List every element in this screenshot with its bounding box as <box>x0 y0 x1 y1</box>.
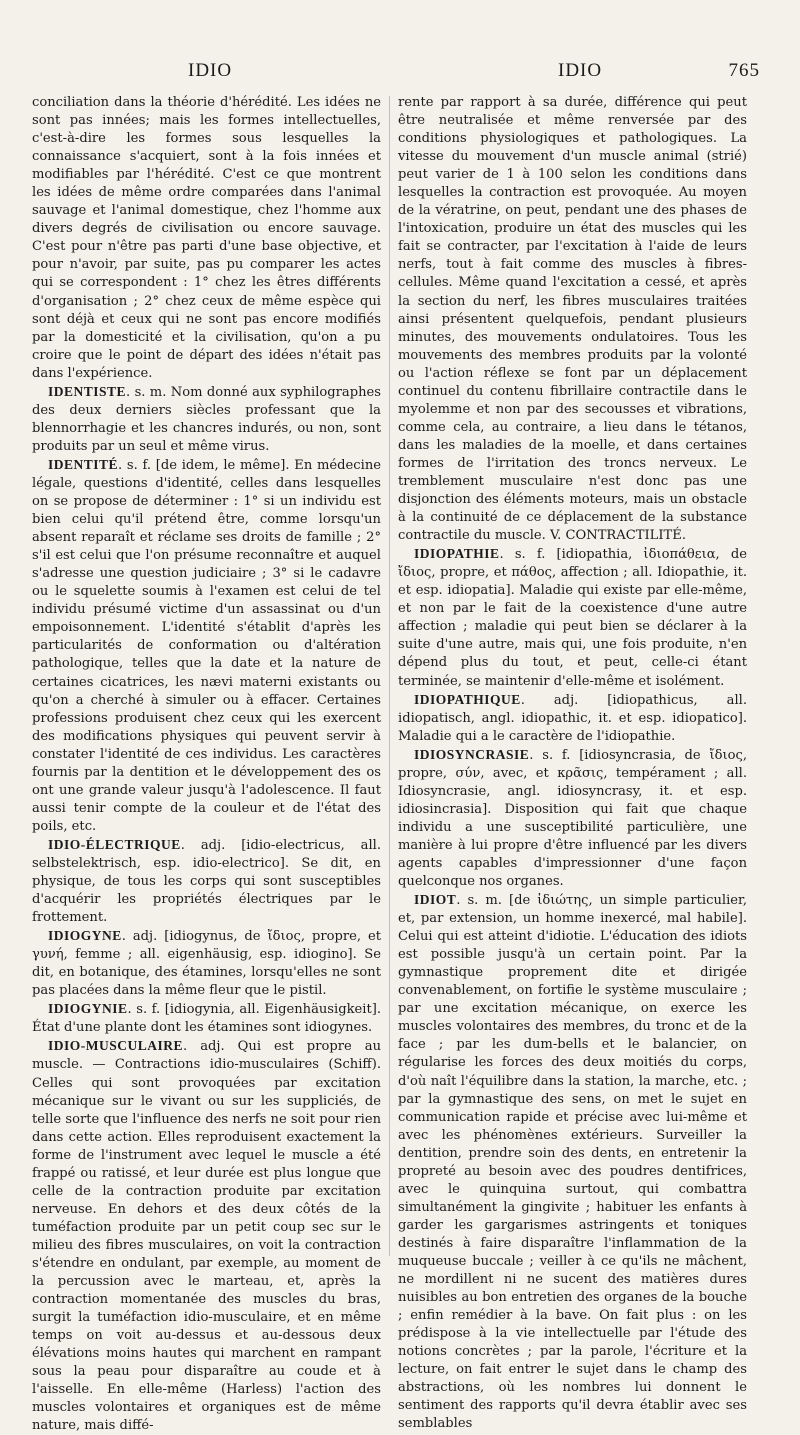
headword: IDIOSYNCRASIE <box>414 746 530 762</box>
entry-identiste: IDENTISTE. s. m. Nom donné aux syphilographes des deux derniers siècles professant que la blennorrhagie et les chancres indurés, ou non, sont produits par un seul et même virus. <box>32 383 381 454</box>
header-left-word: IDIO <box>188 60 233 81</box>
entry-idiopathie: IDIOPATHIE. s. f. [idiopathia, ἰδιοπάθεια, de ἴδιος, propre, et πάθος, affection ; all. Idiopathie, it. et esp. idiopatia]. Maladie qui existe par elle-même, et non par le fait de la coexistence d'une autre affection ; maladie qui peut bien se déclarer à la suite d'une autre, mais qui, une fois produite, n'en dépend plus du tout, et peut, celle-ci étant terminée, se maintenir d'elle-même et isolément. <box>398 546 747 689</box>
entry-idiogyne: IDIOGYNE. adj. [idiogynus, de ἴδιος, propre, et γυνή, femme ; all. eigenhäusig, esp. idiogino]. Se dit, en botanique, des étamines, lorsqu'elles ne sont pas placées dans la même fleur que le pistil. <box>32 928 381 999</box>
page-number: 765 <box>728 60 760 81</box>
headword: IDIOGYNIE <box>48 1001 128 1017</box>
headword: IDIOT <box>414 892 457 908</box>
entry-idiogynie: IDIOGYNIE. s. f. [idiogynia, all. Eigenhäusigkeit]. État d'une plante dont les étamines sont idiogynes. <box>32 1001 381 1036</box>
entry-idio-musculaire: IDIO-MUSCULAIRE. adj. Qui est propre au muscle. — Contractions idio-musculaires (Schiff). Celles qui sont provoquées par excitation mécanique sur le vivant ou sur les suppliciés, de telle sorte que l'influence des nerfs ne soit pour rien dans cette action. Elles reproduisent exactement la forme de l'instrument avec lequel le muscle a été frappé ou ratissé, et leur durée est plus longue que celle de la contraction produite par excitation nerveuse. En dehors et des deux côtés de la tuméfaction produite par un petit coup sec sur le milieu des fibres musculaires, on voit la contraction s'étendre en ondulant, par exemple, au moment de la percussion avec le marteau, et, après la contraction momentanée des muscles du bras, surgit la tuméfaction idio-musculaire, et en même temps on voit au-dessus et au-dessous deux élévations moins hautes qui marchent en rampant sous la peau pour disparaître au coude et à l'aisselle. En elle-même (Harless) l'action des muscles volontaires et organiques est de même nature, mais diffé- <box>32 1038 381 1434</box>
right-column <box>398 94 747 1433</box>
left-column <box>32 94 381 1435</box>
header-right-word: IDIO <box>558 60 603 81</box>
entry-idiosyncrasie: IDIOSYNCRASIE. s. f. [idiosyncrasia, de ἴδιος, propre, σύν, avec, et κρᾶσις, tempérament ; all. Idiosyncrasie, angl. idiosyncrasy, it. et esp. idiosincrasia]. Disposition qui fait que chaque individu a une susceptibilité particulière, une manière à lui propre d'être influencé par les divers agents capables d'impressionner d'une façon quelconque nos organes. <box>398 746 747 890</box>
headword: IDIO-ÉLECTRIQUE <box>48 836 181 852</box>
entry-idiot: IDIOT. s. m. [de ἰδιώτης, un simple particulier, et, par extension, un homme inexercé, mal habile]. Celui qui est atteint d'idiotie. L'éducation des idiots est possible jusqu'à un certain point. Par la gymnastique proprement dite et dirigée convenablement, on fortifie le système musculaire ; par une excitation mécanique, on exerce les muscles volontaires des membres, du tronc et de la face ; par les dum-bells et le balancier, on régularise les forces des deux moitiés du corps, d'où naît l'équilibre dans la station, la marche, etc. ; par la gymnastique des sens, on met le sujet en communication rapide et précise avec lui-même et avec les phénomènes extérieurs. Surveiller la dentition, prendre soin des dents, en entretenir la propreté au besoin avec des poudres dentifrices, avec le quinquina surtout, qui combattra simultanément la gingivite ; habituer les enfants à garder les gargarismes astringents et toniques destinés à faire disparaître l'inflammation de la muqueuse buccale ; veiller à ce qu'ils ne mâchent, ne mordillent ni ne sucent des matières dures nuisibles au bon entretien des organes de la bouche ; enfin remédier à la bave. On fait plus : on les prédispose à la vie intellectuelle par l'étude des notions concrètes ; par la parole, l'écriture et la lecture, on fait entrer le sujet dans le champ des abstractions, où les nombres lui donnent le sentiment des rapports qu'il devra établir avec ses semblables <box>398 892 747 1432</box>
entry-identite: IDENTITÉ. s. f. [de idem, le même]. En médecine légale, questions d'identité, celles dans lesquelles on se propose de déterminer : 1° si un individu est bien celui qu'il prétend être, comme lorsqu'un absent reparaît et réclame ses droits de famille ; 2° s'il est celui que l'on présume reconnaître et auquel s'adresse une question judiciaire ; 3° si le cadavre ou le squelette soumis à l'examen est celui de tel individu présumé victime d'un assassinat ou d'un empoisonnement. L'identité s'établit d'après les particularités de conformation ou d'altération pathologique, telles que la date et la nature de certaines cicatrices, les nævi materni existants ou qu'on a cherché à simuler ou à effacer. Certaines professions produisent chez ceux qui les exercent des modifications physiques qui peuvent servir à constater l'identité de ces individus. Les caractères fournis par la dentition et le développement des os ont une grande valeur jusqu'à l'adolescence. Il faut aussi tenir compte de la couleur et de l'état des poils, etc. <box>32 456 381 834</box>
entry-idiopathique: IDIOPATHIQUE. adj. [idiopathicus, all. idiopatisch, angl. idiopathic, it. et esp. idiopatico]. Maladie qui a le caractère de l'idiopathie. <box>398 691 747 744</box>
continued-paragraph: rente par rapport à sa durée, différence qui peut être neutralisée et même renversée par des conditions physiologiques et pathologiques. La vitesse du mouvement d'un muscle animal (strié) peut varier de 1 à 100 selon les conditions dans lesquelles la contraction est provoquée. Au moyen de la vératrine, on peut, pendant une des phases de l'intoxication, produire un état des muscles qui les fait se contracter, par l'excitation à l'aide de leurs nerfs, tout à fait comme des muscles à fibres-cellules. Même quand l'excitation a cessé, et après la section du nerf, les fibres musculaires traitées ainsi présentent quelquefois, pendant plusieurs minutes, des mouvements ondulatoires. Tous les mouvements des membres produits par la volonté ou l'action réflexe se font par un déplacement continuel du contenu fibrillaire contractile dans le myolemme et non par des secousses et vibrations, comme cela, au contraire, a lieu dans le tétanos, dans les maladies de la moelle, et dans certaines formes de l'irritation des troncs nerveux. Le tremblement musculaire n'est donc pas une disjonction des éléments moteurs, mais un obstacle à la continuité de ce déplacement de la substance contractile du muscle. V. CONTRACTILITÉ. <box>398 95 747 544</box>
headword: IDIOPATHIQUE <box>414 691 521 707</box>
entry-idio-electrique: IDIO-ÉLECTRIQUE. adj. [idio-electricus, all. selbstelektrisch, esp. idio-electrico]. Se dit, en physique, de tous les corps qui sont susceptibles d'acquérir les propriétés électriques par le frottement. <box>32 836 381 926</box>
headword: IDIO-MUSCULAIRE <box>48 1038 184 1054</box>
headword: IDENTITÉ <box>48 456 119 472</box>
continued-paragraph: conciliation dans la théorie d'hérédité. Les idées ne sont pas innées; mais les formes intellectuelles, c'est-à-dire les formes sous lesquelles la connaissance s'acquiert, sont à la fois innées et modifiables par l'hérédité. C'est ce que montrent les idées de même ordre comparées dans l'animal sauvage et l'animal domestique, chez l'homme aux divers degrés de civilisation ou encore sauvage. C'est pour n'être pas parti d'une base objective, et pour n'avoir, par suite, pas pu comparer les actes qui se correspondent : 1° chez les êtres différents d'organisation ; 2° chez ceux de même espèce qui sont déjà et ceux qui ne sont pas encore modifiés par la domesticité et la civilisation, qu'on a pu croire que le point de départ des idées n'était pas dans l'expérience. <box>32 95 381 381</box>
headword: IDENTISTE <box>48 383 127 399</box>
column-divider <box>389 96 390 1256</box>
headword: IDIOGYNE <box>48 928 122 944</box>
headword: IDIOPATHIE <box>414 546 500 562</box>
running-head <box>30 60 770 90</box>
